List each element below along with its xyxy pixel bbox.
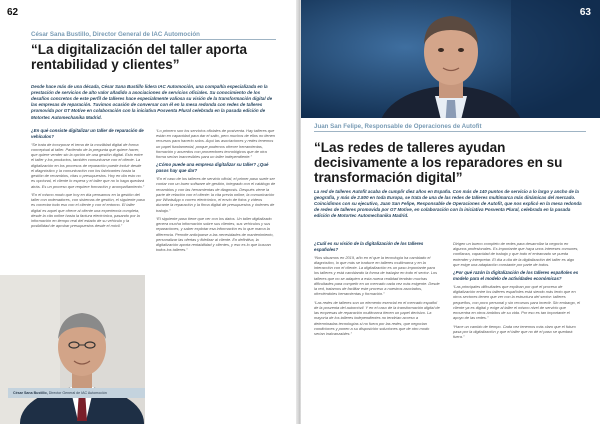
interview-question: ¿Cuál es su visión de la digitalización de los talleres españoles? bbox=[314, 241, 424, 252]
text-column-1 bbox=[314, 241, 440, 339]
left-page bbox=[0, 0, 298, 424]
header-photo bbox=[301, 0, 600, 118]
interview-question: ¿En qué consiste digitalizar un taller de reparación de vehículos? bbox=[31, 128, 144, 139]
portrait-illustration bbox=[301, 0, 600, 118]
interview-answer: “Lo primero son los servicios oficiales de postventa. Hay talleres que están en capacidad para dar el salto, pero muchos de ellos no tienen recursos para hacerlo solos. Aquí las asociaciones y redes tenemos un papel fundamental, porque podemos ofrecer herramientas, formación y acuerdos con proveedores tecnológicos que de otra forma serían inaccesibles para un taller independiente.” bbox=[156, 128, 275, 160]
interview-answer: Dirigen un bueno completo de redes para desarrollar la negocio en algunos profesionales. Es importante que haya unos intereses comunes, confianza, capacidad de trabajo y que todo el entramado se pueda entender y interpretar. El día a día de la digitalización del taller es algo que exige una adaptación constante por parte de todos. bbox=[453, 241, 579, 267]
article-lead: Desde hace más de una década, César Sana Bustillo lidera IAC Automoción, una compañía especializada en la prestación de servicios de alto valor añadido a asociaciones de servicios oficiales. Su conocimiento de los desafíos concretos de este perfil de talleres hace especialmente valiosa su visión de la transformación digital de las empresas de reparación. Tuvimos ocasión de conversar con él en la mesa redonda con redes de talleres promovida por GT Motive en colaboración con la iniciativa Posventa Plural celebrada en la pasada edición de Motortec Automechanika Madrid. bbox=[31, 84, 273, 120]
interview-question: ¿Cómo puede una empresa digitalizar su taller? ¿Qué pasos hay que dar? bbox=[156, 162, 269, 174]
interview-answer: “Las redes de talleres son un elemento esencial en el mercado español de la posventa del automóvil. Y en el caso de la transformación digital de las empresas de reparación multimarca tienen un papel decisivo. La mayoría de los talleres independientes no tendrían acceso a determinadas tecnologías si no fuera por las redes, que negocian condiciones y ponen a su disposición soluciones que de otro modo serían inalcanzables.” bbox=[314, 299, 440, 337]
page-number: 62 bbox=[7, 7, 19, 18]
page-number: 63 bbox=[579, 7, 591, 18]
photo-caption bbox=[13, 391, 107, 395]
interview-answer: “Hace un cambio de tiempo. Cada vez tenemos más claro que el futuro pasa por la digitalización y que el taller que no dé el paso se quedará fuera.” bbox=[453, 323, 576, 340]
interview-answer: “Las principales dificultades que explican por qué el proceso de digitalización entre los talleres españoles está siendo más lento que en otros sectores tienen que ver con la estructura del sector: talleres pequeños, con poco personal y sin recursos para invertir. Sin embargo, el cliente ya es digital y exige al taller el mismo nivel de servicio que encuentra en otros ámbitos de su vida. Por eso es tan importante el apoyo de las redes.” bbox=[453, 283, 581, 321]
text-column-2 bbox=[156, 128, 276, 255]
article-title: “Las redes de talleres ayudan decisivamente a los reparadores en su transformación digital” bbox=[314, 140, 563, 186]
interview-answer: “Nos situamos en 2019, año en el que la tecnología ha cambiado el diagnóstico, lo que más se traduce en talleres multimarca y en la interacción con el cliente. La digitalización es un paso importante para los talleres y está cambiando la forma de trabajar en todo el sector. Los talleres que no se adapten a esta nueva realidad tendrán muchas dificultades para competir en un mercado cada vez más exigente. Desde la red, tratamos de facilitar este proceso a nuestros asociados, ofreciéndoles herramientas y formación.” bbox=[314, 254, 440, 297]
interview-answer: “En el mismo modo que hoy en día pensamos en la gestión del taller con ordenadores, con sistemas de gestión, el siguiente paso es conectar todo eso con el cliente y con el entorno. El taller digital es aquel que ofrece al cliente una experiencia completa, desde la cita online hasta la factura electrónica, pasando por la información en tiempo real del estado de su vehículo y la posibilidad de aprobar presupuestos desde el móvil.” bbox=[31, 191, 145, 229]
byline: César Sana Bustillo, Director General de IAC Automoción bbox=[31, 31, 200, 38]
interview-answer: “El siguiente paso tiene que ver con los datos. Un taller digitalizado genera mucha información sobre sus clientes, sus vehículos y sus reparaciones, y saber explotar esa información es lo que marca la diferencia. Permite anticiparse a las necesidades de mantenimiento, personalizar las ofertas y fidelizar al cliente. En definitiva, la digitalización aporta rentabilidad y clientes, y eso es lo que buscan todos los talleres.” bbox=[156, 215, 274, 253]
text-column-1 bbox=[31, 128, 145, 232]
portrait-illustration bbox=[0, 275, 145, 424]
article-title: “La digitalización del taller aporta rentabilidad y clientes” bbox=[31, 42, 248, 73]
text-column-2 bbox=[453, 241, 581, 342]
interview-question: ¿Por qué razón la digitalización de los talleres españoles es modelo para el modelo de actividades económicas? bbox=[453, 270, 579, 282]
right-page bbox=[301, 0, 600, 424]
caption-role: Director General de IAC Automoción bbox=[48, 391, 107, 395]
caption-name: César Sana Bustillo, bbox=[13, 391, 48, 395]
article-lead: La red de talleres Autofit acaba de cumplir diez años en España. Con más de 140 puntos de servicio a lo largo y ancho de la geografía, y más de 2.500 en toda Europa, se trata de una de las redes de talleres multimarca más dinámicas del mercado. Coincidimos con su ejecutivo, Juan San Felipe, Responsable de Operaciones de Autofit, que nos explicó en la mesa redonda de redes de talleres promovida por GT Motive, en colaboración con la iniciativa Posventa Plural, celebrada en la pasada edición de Motortec Automechanika Madrid. bbox=[314, 189, 582, 219]
interview-answer: “En el caso de los talleres de servicio oficial, el primer paso suele ser contar con un buen software de gestión, integrado con el catálogo de recambios y con las herramientas de diagnosis. Después viene la parte de relación con el cliente: la cita previa online, la comunicación por WhatsApp o correo electrónico, el envío de fotos y vídeos durante la reparación y la firma digital de presupuestos y órdenes de trabajo.” bbox=[156, 176, 276, 213]
divider bbox=[314, 131, 586, 132]
portrait-photo bbox=[0, 275, 145, 424]
divider bbox=[31, 39, 276, 40]
interview-answer: “Se trata de incorporar el tema de la movilidad digital de forma conceptual al taller. Partiendo de la pregunta qué quiere hacer, que quiere vender sin la opción de una gestión digital. Esto entre el taller y los productos, también comunicarse con el cliente. La digitalización en los procesos de reparación puede incluir desde el diagnóstico y la comunicación con los fabricantes hasta la gestión de recambios, citas o presupuestos. Hoy en día esto no es opcional, el cliente lo espera y el taller que no lo haga quedará atrás. Es un proceso que requiere formación y acompañamiento.” bbox=[31, 141, 145, 189]
byline: Juan San Felipe, Responsable de Operaciones de Autofit bbox=[314, 123, 482, 130]
